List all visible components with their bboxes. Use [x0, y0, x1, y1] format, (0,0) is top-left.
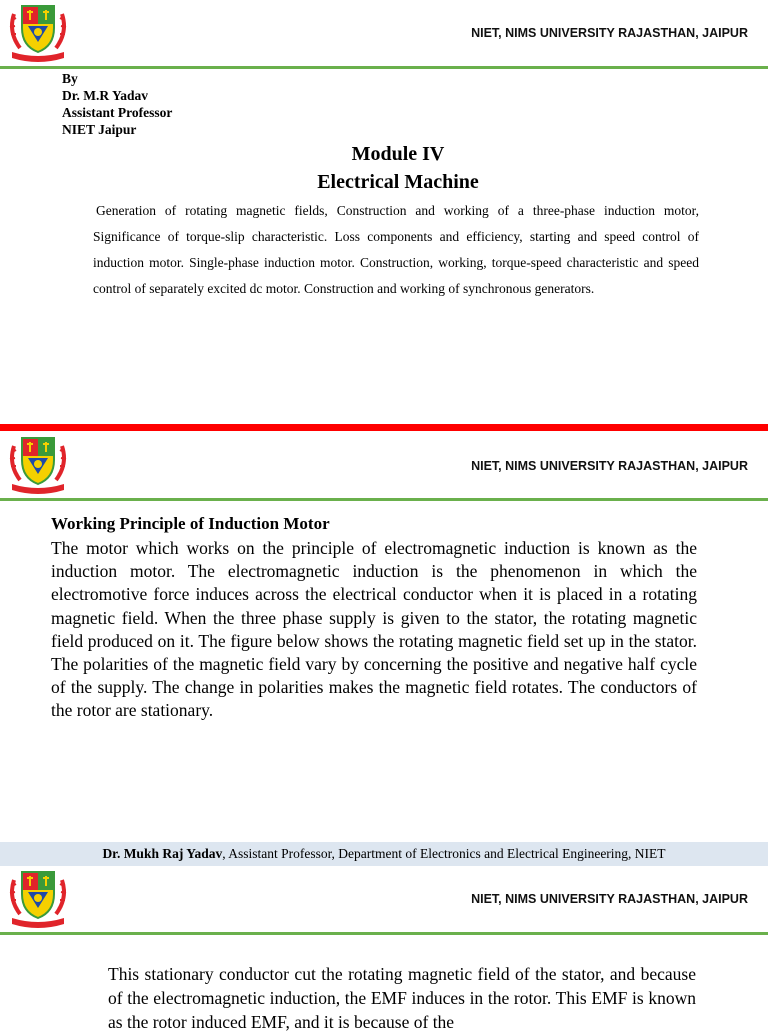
- footer-author: Dr. Mukh Raj Yadav: [102, 846, 223, 861]
- author-block: [62, 70, 172, 138]
- author-position: Assistant Professor: [62, 105, 173, 120]
- page-separator: [0, 424, 768, 431]
- institution-header: NIET, NIMS UNIVERSITY RAJASTHAN, JAIPUR: [471, 892, 748, 906]
- header-divider: [0, 498, 768, 501]
- institution-header: NIET, NIMS UNIVERSITY RAJASTHAN, JAIPUR: [471, 26, 748, 40]
- author-affiliation: NIET Jaipur: [62, 122, 137, 137]
- header-divider: [0, 932, 768, 935]
- body-paragraph: The motor which works on the principle of electromagnetic induction is known as the induction motor. The electromagnetic induction is the phenomenon in which the electromotive force induces across the electrical conductor when it is placed in a rotating magnetic field. When the three phase supply is given to the stator, the rotating magnetic field produced on it. The figure below shows the rotating magnetic field set up in the stator. The polarities of the magnetic field vary by concerning the positive and negative half cycle of the supply. The change in polarities makes the magnetic field rotates. The conductors of the rotor are stationary.: [51, 538, 697, 721]
- author-by: By: [62, 71, 78, 86]
- footer-details: , Assistant Professor, Department of Electronics and Electrical Engineering, NIET: [222, 846, 666, 861]
- nims-university-logo: [6, 868, 70, 928]
- body-paragraph: This stationary conductor cut the rotating magnetic field of the stator, and because of the electromagnetic induction, the EMF induces in the rotor. This EMF is known as the rotor induced EMF, and it is because of the: [108, 964, 696, 1032]
- nims-university-logo: [6, 2, 70, 62]
- author-name: Dr. M.R Yadav: [62, 88, 149, 103]
- institution-header: NIET, NIMS UNIVERSITY RAJASTHAN, JAIPUR: [471, 459, 748, 473]
- module-title: Module IV: [351, 143, 445, 165]
- syllabus-text: Generation of rotating magnetic fields, Construction and working of a three-phase induction motor, Significance of torque-slip characteristic. Loss components and efficiency, starting and speed control of induction motor. Single-phase induction motor. Construction, working, torque-speed characteristic and speed control of separately excited dc motor. Construction and working of synchronous generators.: [93, 203, 699, 296]
- section-heading: Working Principle of Induction Motor: [51, 514, 330, 533]
- header-divider: [0, 66, 768, 69]
- nims-university-logo: [6, 434, 70, 494]
- page-footer: [0, 842, 768, 866]
- module-subtitle: Electrical Machine: [317, 171, 479, 193]
